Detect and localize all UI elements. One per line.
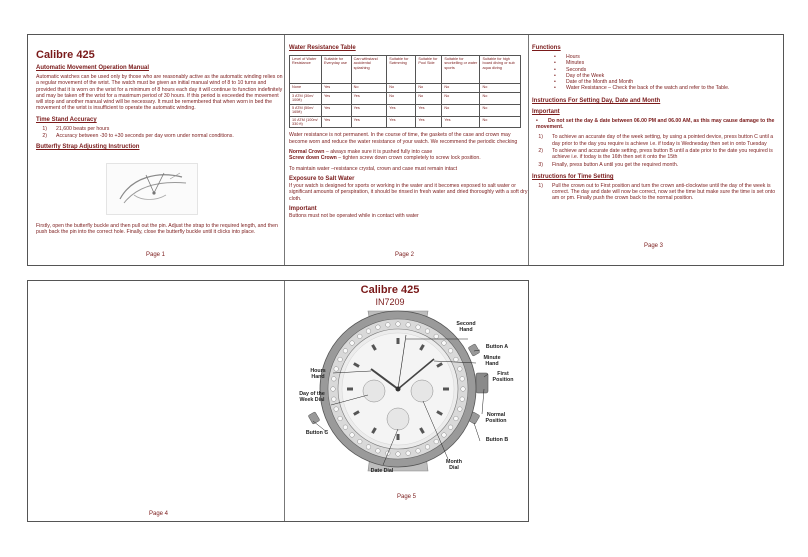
bezel-stone — [343, 425, 348, 430]
bezel-stone — [442, 341, 447, 346]
bezel-stone — [357, 439, 362, 444]
callout-button-c: Button C — [305, 430, 329, 436]
list-item: 1) 21,600 beats per hours — [42, 125, 110, 132]
important-list — [536, 118, 782, 131]
heading-strap: Butterfly Strap Adjusting Instruction — [36, 144, 140, 151]
heading-setting: Instructions For Setting Day, Date and Month — [532, 97, 661, 104]
page-number: Page 4 — [149, 511, 169, 517]
callout-month-dial: Month Dial — [446, 459, 462, 471]
heading-important: Important — [532, 108, 560, 115]
salt-water-text: If your watch is designed for sports or working in the water and it becomes exposed to salt water or significant amounts of perspiration, it should be rinsed in fresh water and dried thoroughly with a soft dry cloth. — [289, 182, 528, 202]
table-header-cell: Suitable for Swimming — [387, 56, 416, 84]
bezel-stone — [343, 348, 348, 353]
table-header-cell: Can withstand accidental splashing — [351, 56, 387, 84]
table-header-cell: Level of Water Resistance — [290, 56, 322, 84]
heading-time-setting: Instructions for Time Setting — [532, 173, 614, 180]
bezel-stone — [458, 367, 463, 372]
bezel-stone — [350, 433, 355, 438]
table-row: 3 ATM (30m/ 100ft) Yes Yes No No No No — [290, 93, 521, 105]
list-item: 1) To achieve an accurate day of the week setting, by using a pointed device, press button C until a day prior to the day you require is achieve i.e. if today is Wednesday then set in onto Tuesday — [538, 134, 774, 147]
screw-crown-line: Screw down Crown – tighten screw down crown completely to screw lock position. — [289, 155, 481, 162]
bezel-stone — [448, 425, 453, 430]
bezel-stone — [460, 377, 465, 382]
brand-title: Calibre 425 — [36, 49, 95, 61]
table-header-row — [290, 56, 521, 84]
bezel-stone — [357, 334, 362, 339]
normal-crown-line: Normal Crown – always make sure it is pushed fully into case — [289, 149, 433, 156]
hour-marker — [347, 388, 353, 391]
hour-marker — [443, 388, 449, 391]
bezel-stone — [442, 433, 447, 438]
watch-model: IN7209 — [375, 297, 405, 307]
watch-title: Calibre 425 — [360, 284, 420, 296]
callout-hours-hand: Hours Hand — [310, 368, 326, 380]
heading-table: Water Resistance Table — [289, 45, 356, 51]
bezel-stone — [396, 322, 401, 327]
page-2 — [289, 41, 529, 267]
heading-functions: Functions — [532, 45, 561, 51]
automatic-text: Automatic watches can be used only by those who are reasonably active as the automatic winding relies on a regular movement of the wrist. The watch must be given an initial manual wind of 8 to 10 turns and provided that it is worn on the wrist for a minimum of 8 hours each day it will continue to function indefinitely and may be taken off the wrist for a maximum period of 30 hours. If this period is exceeded the movement will stop and another manual wind will be necessary. It must be remembered that when worn in bed the movement of the wrist is insufficient to operate the automatic winding. — [36, 74, 283, 112]
callout-second-hand: Second Hand — [456, 321, 476, 333]
list-item: • Do not set the day & date between 06.00 PM and 06.00 AM, as this may cause damage to the movement. — [536, 118, 782, 131]
setting-steps — [532, 134, 782, 167]
time-steps — [532, 183, 782, 202]
bezel-stone — [332, 397, 337, 402]
water-resistance-table — [289, 55, 521, 128]
bezel-stone — [458, 407, 463, 412]
bezel-stone — [334, 407, 339, 412]
strap-text: Firstly, open the butterfly buckle and then pull out the pin. Adjust the strap to the required length, and then push back the pin into the correct hole. Finally, close the butterfly buckle until it clicks into place. — [36, 223, 278, 236]
bezel-stone — [460, 397, 465, 402]
table-row: None Yes No No No No No — [290, 84, 521, 93]
maintain-text: To maintain water –resistance crystal, crown and case must remain intact — [289, 165, 458, 172]
watch-diagram — [28, 281, 530, 523]
table-row: 5 ATM (50m/ 165ft) Yes Yes Yes Yes No No — [290, 104, 521, 116]
bezel-stone — [386, 323, 391, 328]
list-item: • Day of the Week — [554, 73, 782, 79]
bezel-stone — [334, 367, 339, 372]
list-item: 3) Finally, press button A until you get the required month. — [538, 161, 679, 168]
bezel-stone — [406, 451, 411, 456]
bezel-stone — [454, 357, 459, 362]
table-row: 10 ATM (100m/ 330 ft) Yes Yes Yes Yes Yes No — [290, 116, 521, 128]
list-item: • Date of the Month and Month — [554, 79, 782, 85]
bezel-stone — [350, 341, 355, 346]
list-item: 2) Accuracy between -30 to +30 seconds per day worn under normal conditions. — [42, 133, 234, 140]
heading-important: Important — [289, 205, 317, 212]
important-text: Buttons must not be operated while in contact with water — [289, 212, 419, 219]
bezel-stone — [448, 348, 453, 353]
page-3 — [532, 41, 782, 267]
bezel-stone — [366, 445, 371, 450]
hour-marker — [397, 434, 400, 440]
hour-marker — [397, 338, 400, 344]
table-header-cell: Suitable for Everyday use — [321, 56, 351, 84]
list-item: 2) To achieve and accurate date setting, press button B until a date prior to the date you required is achieve i.e. if today is the 16th then set it onto the 15th — [538, 147, 773, 161]
callout-first-position: First Position — [492, 371, 514, 383]
callout-date-dial: Date Dial — [370, 468, 394, 474]
bezel-stone — [396, 452, 401, 457]
butterfly-strap-illustration — [106, 163, 198, 215]
callout-button-b: Button B — [485, 437, 509, 443]
bottom-sheet — [27, 280, 529, 522]
bezel-stone — [338, 357, 343, 362]
table-header-cell: Suitable for Pool Side — [416, 56, 442, 84]
heading-salt-water: Exposure to Salt Water — [289, 175, 355, 182]
bezel-stone — [376, 449, 381, 454]
water-resistance-text: Water resistance is not permanent. In the course of time, the gaskets of the case and crown may become worn and reduce the water resistance of your watch. We recommend the periodic checking — [289, 132, 518, 145]
bezel-stone — [434, 439, 439, 444]
bezel-stone — [331, 387, 336, 392]
bezel-stone — [416, 449, 421, 454]
bezel-stone — [332, 377, 337, 382]
page-number: Page 1 — [146, 252, 166, 258]
list-item: • Minutes — [554, 60, 782, 66]
bezel-stone — [425, 329, 430, 334]
list-item: • Seconds — [554, 67, 782, 73]
callout-normal-position: Normal Position — [485, 412, 507, 424]
bezel-stone — [376, 325, 381, 330]
callout-minute-hand: Minute Hand — [483, 355, 501, 367]
table-header-cell: Suitable for snorkelling or water sports — [442, 56, 480, 84]
page-divider — [284, 35, 285, 265]
table-header-cell: Suitable for high board diving or sub aqua diving — [480, 56, 521, 84]
heading-accuracy: Time Stand Accuracy — [36, 116, 97, 123]
functions-list — [554, 54, 782, 92]
page-number: Page 2 — [395, 252, 415, 258]
heading-automatic: Automatic Movement Operation Manual — [36, 65, 150, 71]
page-number: Page 3 — [644, 243, 664, 249]
bezel-stone — [406, 323, 411, 328]
bezel-stone — [461, 387, 466, 392]
bezel-stone — [434, 334, 439, 339]
callout-day-dial: Day of the Week Dial — [299, 391, 325, 403]
top-sheet — [27, 34, 784, 266]
page-number: Page 5 — [397, 494, 417, 500]
bezel-stone — [425, 445, 430, 450]
accuracy-list — [36, 126, 284, 140]
callout-button-a: Button A — [485, 344, 509, 350]
bezel-stone — [454, 416, 459, 421]
list-item: • Water Resistance – Check the back of the watch and refer to the Table. — [554, 85, 782, 91]
bezel-stone — [416, 325, 421, 330]
list-item: 1) Pull the crown out to First position and turn the crown anti-clockwise until the day of the week is correct. The day and date will now be correct, now set the time but make sure the time is set onto am or pm. Finally push the crown back to the normal position. — [538, 182, 776, 202]
list-item: • Hours — [554, 54, 782, 60]
bezel-stone — [366, 329, 371, 334]
bezel-stone — [338, 416, 343, 421]
